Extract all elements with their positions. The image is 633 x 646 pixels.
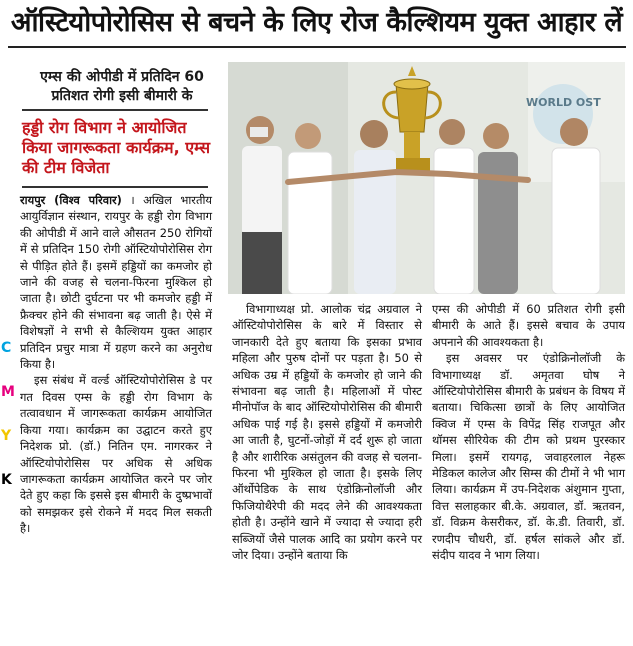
paragraph-2: इस संबंध में वर्ल्ड ऑस्टियोपोरोसिस डे पर गत दिवस एम्स के हड्डी रोग विभाग के तत्वावधान में जागरूकता कार्यक्रम आयोजित किया गया। कार्यक्रम का उद्घाटन करते हुए निदेशक प्रो. (डॉ.) नितिन एम. नागरकर ने ऑस्टियोपोरोसिस पर अधिक से अधिक जागरूकता कार्यक्रम आयोजित करने पर जोर देते हुए कहा कि इससे इस बीमारी के दुष्प्रभावों को समझकर इसे रोकने में मदद मिल सकती है। xyxy=(20,373,212,536)
news-photo xyxy=(228,62,625,294)
photo-illustration xyxy=(228,62,625,294)
registration-mark-c: C xyxy=(1,340,12,356)
registration-mark-y: Y xyxy=(1,428,12,444)
paragraph-4: एम्स की ओपीडी में 60 प्रतिशत रोगी इसी बीमारी के आते हैं। इससे बचाव के उपाय अपनाने की आवश्यकता है। xyxy=(432,302,625,349)
paragraph-5: इस अवसर पर एंडोक्रिनोलॉजी के विभागाध्यक्ष डॉ. अमृतवा घोष ने ऑस्टियोपोरोसिस बीमारी के प्रबंधन के विषय में बताया। चिकित्सा छात्रों के लिए आयोजित क्विज में एम्स के विपेंद्र सिंह राजपूत और थॉमस सीरियेक की टीम को प्रथम पुरस्कार मिला। इसमें रायगढ़, जवाहरलाल नेहरू मेडिकल कालेज और सिम्स की टीमों ने भी भाग लिया। कार्यक्रम में उप-निदेशक अंशुमान गुप्ता, वित्त सलाहकार बी.के. अग्रवाल, डॉ. ऋतवन, डॉ. विक्रम केसरीकर, डॉ. के.डी. तिवारी, डॉ. रणदीप चौधरी, डॉ. हर्षल सांकले और डॉ. संदीप यादव ने भाग लिया। xyxy=(432,351,625,563)
subheadline-red: हड्डी रोग विभाग ने आयोजित किया जागरूकता कार्यक्रम, एम्स की टीम विजेता xyxy=(22,118,211,177)
registration-mark-m: M xyxy=(1,384,15,400)
headline-rule xyxy=(8,46,626,48)
subheadline-red-box xyxy=(22,118,212,178)
subheadline-black: एम्स की ओपीडी में प्रतिदिन 60 प्रतिशत रोगी इसी बीमारी के xyxy=(40,69,204,104)
article-column-1: रायपुर (विश्व परिवार) । अखिल भारतीय आयुर्विज्ञान संस्थान, रायपुर के हड्डी रोग विभाग की ओपीडी में आने वाले औसतन 250 रोगियों में से प्रतिदिन 150 रोगी ऑस्टियोपोरोसिस रोग से पीड़ित होते हैं। इसमें हड्डियों का कमजोर हो जाने की वजह से चलना-फिरना मुश्किल हो जाता है। छोटी दुर्घटना पर भी कमजोर हड्डी में फ्रैक्चर होने की संभावना बढ़ जाती है। ऐसे में विशेषज्ञों ने सभी से कैल्शियम युक्त आहार प्रतिदिन प्रचुर मात्रा में ग्रहण करने का अनुरोध किया है। इस संबंध में वर्ल्ड ऑस्टियोपोरोसिस डे पर गत दिवस एम्स के हड्डी रोग विभाग के तत्वावधान में जागरूकता कार्यक्रम आयोजित किया गया। कार्यक्रम का उद्घाटन करते हुए निदेशक प्रो. (डॉ.) नितिन एम. नागरकर ने ऑस्टियोपोरोसिस पर अधिक से अधिक जागरूकता कार्यक्रम आयोजित करने पर जोर देते हुए कहा कि इससे इस बीमारी के दुष्प्रभावों को समझकर इसे रोकने में मदद मिल सकती है। xyxy=(20,193,213,536)
paragraph-3: विभागाध्यक्ष प्रो. आलोक चंद्र अग्रवाल ने ऑस्टियोपोरोसिस के बारे में विस्तार से जानकारी देते हुए बताया कि इसका प्रभाव महिला और पुरुष दोनों पर पड़ता है। 50 से अधिक उम्र में हड्डियों के कमजोर हो जाने की संभावना बढ़ जाती है। महिलाओं में पोस्ट मीनोपॉज के बाद ऑस्टियोपोरोसिस की बीमारी अधिक पाई गई है। इससे हड्डियों में कमजोरी आ जाती है, घुटनों-जोड़ों में दर्द शुरू हो जाता है और शारीरिक असंतुलन की वजह से चलना-फिरना भी मुश्किल हो जाता है। इसके लिए ऑर्थोपेडिक के साथ एंडोक्रिनोलॉजी और फिजियोथैरेपी की मदद लेने की आवश्यकता होती है। उन्होंने खाने में ज्यादा से ज्यादा हरी सब्जियों जैसे पालक आदि का प्रयोग करने पर जोर दिया। उन्होंने बताया कि xyxy=(232,302,422,563)
paragraph-1: अखिल भारतीय आयुर्विज्ञान संस्थान, रायपुर के हड्डी रोग विभाग की ओपीडी में आने वाले औसतन 250 रोगियों में से प्रतिदिन 150 रोगी ऑस्टियोपोरोसिस रोग से पीड़ित होते हैं। इसमें हड्डियों का कमजोर हो जाने की वजह से चलना-फिरना मुश्किल हो जाता है। छोटी दुर्घटना पर भी कमजोर हड्डी में फ्रैक्चर होने की संभावना बढ़ जाती है। ऐसे में विशेषज्ञों ने सभी से कैल्शियम युक्त आहार प्रतिदिन प्रचुर मात्रा में ग्रहण करने का अनुरोध किया है। xyxy=(20,193,213,372)
banner-text: WORLD OST xyxy=(526,96,601,109)
registration-mark-k: K xyxy=(1,472,12,488)
article-column-2 xyxy=(232,301,422,564)
article-column-3 xyxy=(432,301,625,564)
subheadline-rule xyxy=(22,109,208,111)
headline: ऑस्टियोपोरोसिस से बचने के लिए रोज कैल्शियम युक्त आहार लें xyxy=(10,7,623,38)
subheadline-rule-2 xyxy=(22,186,208,188)
dateline: रायपुर (विश्व परिवार) xyxy=(20,193,122,207)
